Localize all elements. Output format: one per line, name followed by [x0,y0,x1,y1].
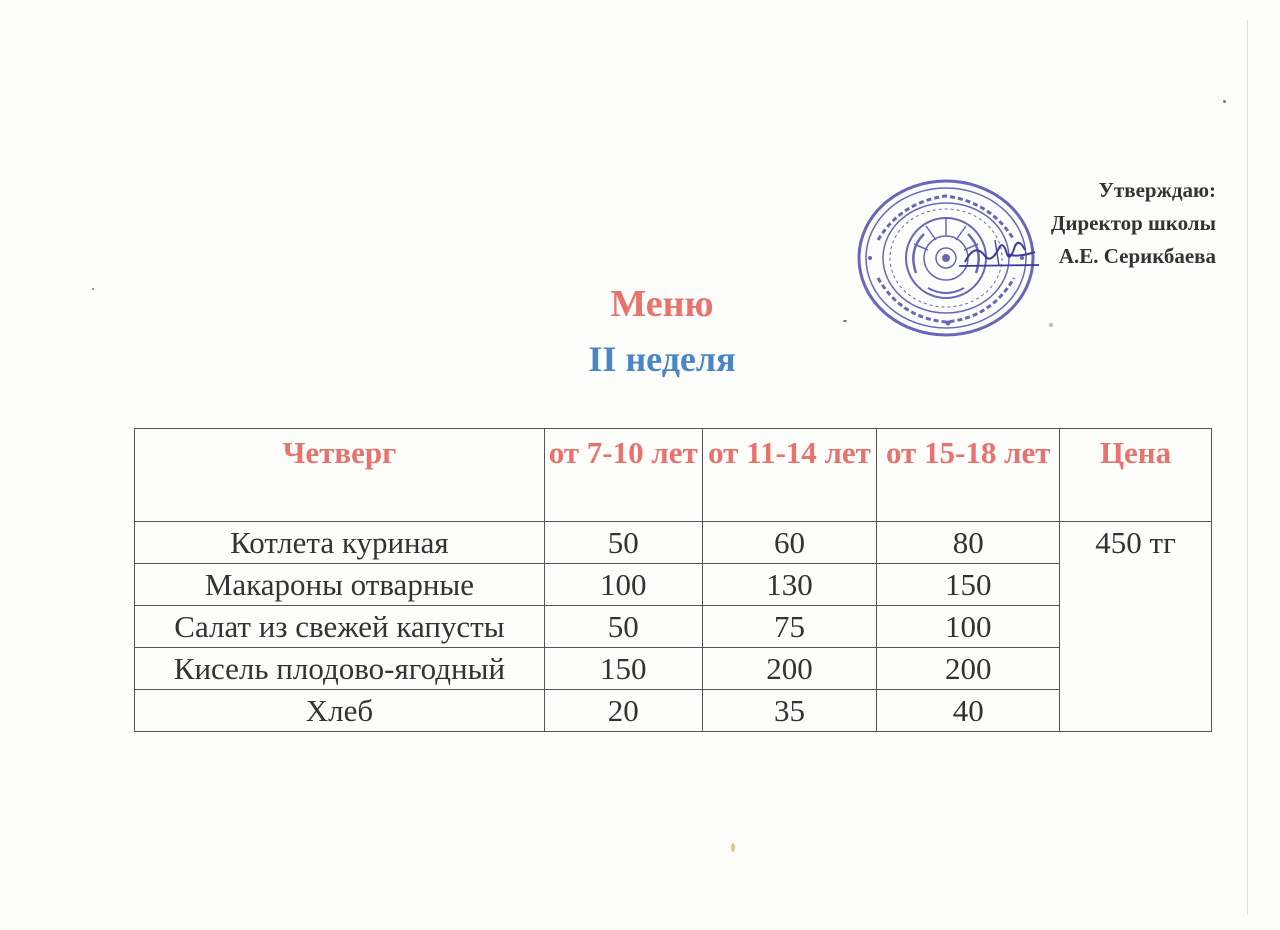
dish-name: Хлеб [135,690,545,732]
table-row [135,690,1212,732]
menu-title: Меню [610,283,714,325]
column-header-price: Цена [1060,429,1212,522]
portion-age-11-14: 60 [702,522,877,564]
portion-age-15-18: 200 [877,648,1060,690]
portion-age-7-10: 50 [544,606,702,648]
portion-age-11-14: 200 [702,648,877,690]
dish-name: Котлета куриная [135,522,545,564]
table-row [135,564,1212,606]
scan-edge-line [1247,20,1248,915]
portion-age-11-14: 35 [702,690,877,732]
portion-age-15-18: 40 [877,690,1060,732]
table-header-row [135,429,1212,522]
column-header-age-7-10: от 7-10 лет [544,429,702,522]
column-header-age-11-14: от 11-14 лет [702,429,877,522]
scan-speck [731,843,735,852]
table-row [135,606,1212,648]
table-row [135,522,1212,564]
approval-signatory: А.Е. Серикбаева [1058,244,1216,268]
menu-price: 450 тг [1060,522,1212,732]
portion-age-7-10: 50 [544,522,702,564]
approval-label: Утверждаю: [1098,178,1216,202]
portion-age-7-10: 20 [544,690,702,732]
portion-age-11-14: 75 [702,606,877,648]
portion-age-15-18: 80 [877,522,1060,564]
portion-age-7-10: 100 [544,564,702,606]
dish-name: Макароны отварные [135,564,545,606]
scan-speck [1223,100,1226,103]
column-header-day: Четверг [135,429,545,522]
week-subtitle: II неделя [588,339,736,379]
menu-table [134,428,1212,732]
portion-age-15-18: 100 [877,606,1060,648]
column-header-age-15-18: от 15-18 лет [877,429,1060,522]
dish-name: Кисель плодово-ягодный [135,648,545,690]
table-row [135,648,1212,690]
dish-name: Салат из свежей капусты [135,606,545,648]
portion-age-7-10: 150 [544,648,702,690]
approval-block [896,174,1216,273]
portion-age-15-18: 150 [877,564,1060,606]
approval-position: Директор школы [1050,211,1216,235]
portion-age-11-14: 130 [702,564,877,606]
